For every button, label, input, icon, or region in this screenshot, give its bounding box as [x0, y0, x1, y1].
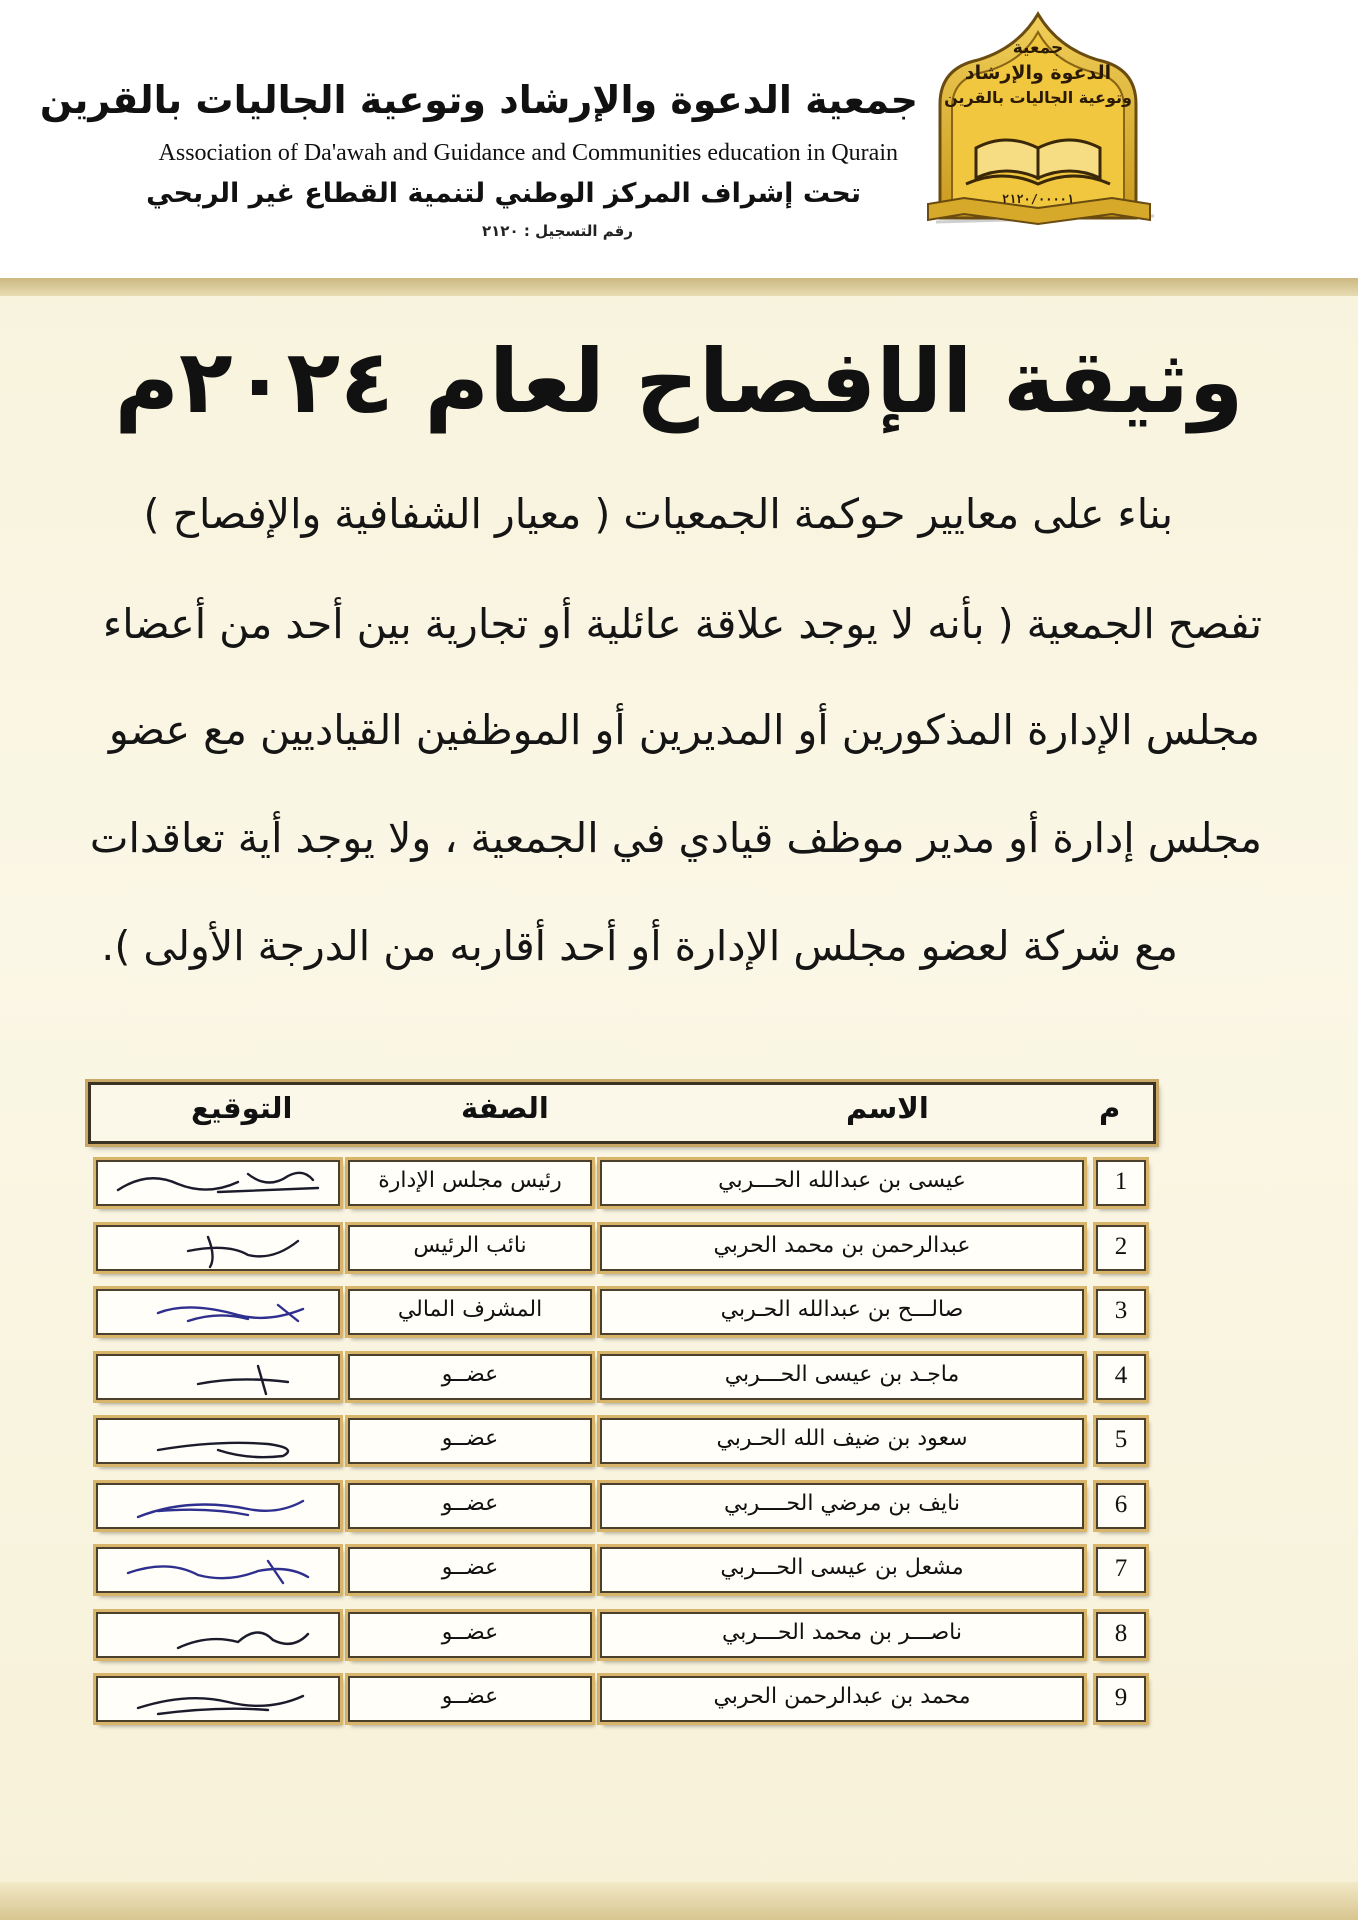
row-number-cell: [1096, 1483, 1146, 1529]
logo-text-line2: الدعوة والإرشاد: [964, 62, 1112, 84]
row-role-cell: [348, 1354, 592, 1400]
row-number: 9: [1114, 1684, 1128, 1711]
row-signature-cell: [96, 1483, 340, 1529]
disclosure-line-2: تفصح الجمعية ( بأنه لا يوجد علاقة عائلية أو تجارية بين أحد من أعضاء: [102, 600, 1262, 648]
header-number: م: [1099, 1091, 1121, 1125]
parchment-top-edge: [0, 278, 1358, 296]
handwritten-signature: [98, 1485, 338, 1527]
row-number-cell: [1096, 1160, 1146, 1206]
member-role: عضــو: [441, 1490, 499, 1516]
row-role-cell: [348, 1676, 592, 1722]
disclosure-line-1: بناء على معايير حوكمة الجمعيات ( معيار الشفافية والإفصاح ): [143, 490, 1173, 538]
row-role-cell: [348, 1160, 592, 1206]
row-signature-cell: [96, 1418, 340, 1464]
row-role-cell: [348, 1547, 592, 1593]
row-number-cell: [1096, 1225, 1146, 1271]
row-number-cell: [1096, 1547, 1146, 1593]
row-name-cell: [600, 1160, 1084, 1206]
row-role-cell: [348, 1289, 592, 1335]
handwritten-signature: [98, 1614, 338, 1656]
member-role: عضــو: [441, 1619, 499, 1645]
member-role: نائب الرئيس: [413, 1232, 527, 1258]
member-role: عضــو: [441, 1426, 499, 1451]
logo-number: ٢١٢٠/٠٠٠٠١: [1001, 192, 1075, 206]
disclosure-line-3: مجلس الإدارة المذكورين أو المديرين أو الموظفين القياديين مع عضو: [108, 706, 1260, 754]
row-number: 4: [1114, 1361, 1128, 1389]
member-role: رئيس مجلس الإدارة: [378, 1168, 562, 1193]
member-role: عضــو: [441, 1361, 499, 1387]
board-members-table: [88, 1082, 1156, 1730]
row-number: 8: [1114, 1619, 1128, 1647]
member-name: عبدالرحمن بن محمد الحربي: [713, 1232, 971, 1258]
member-name: عيسى بن عبدالله الحـــربي: [718, 1168, 966, 1193]
handwritten-signature: [98, 1356, 338, 1398]
member-role: عضــو: [441, 1684, 499, 1709]
row-role-cell: [348, 1418, 592, 1464]
header-signature: التوقيع: [191, 1091, 293, 1125]
header-name: الاسم: [846, 1091, 929, 1125]
handwritten-signature: [98, 1162, 338, 1204]
row-signature-cell: [96, 1160, 340, 1206]
association-logo: [918, 8, 1158, 240]
member-name: سعود بن ضيف الله الحـربي: [716, 1426, 968, 1451]
row-name-cell: [600, 1289, 1084, 1335]
row-number-cell: [1096, 1289, 1146, 1335]
member-role: عضــو: [441, 1555, 499, 1580]
row-name-cell: [600, 1418, 1084, 1464]
row-role-cell: [348, 1225, 592, 1271]
row-signature-cell: [96, 1225, 340, 1271]
member-name: محمد بن عبدالرحمن الحربي: [713, 1684, 971, 1709]
header-role: الصفة: [461, 1091, 549, 1125]
row-number: 7: [1114, 1555, 1128, 1582]
member-role: المشرف المالي: [397, 1297, 543, 1322]
member-name: ناصـــر بن محمد الحـــربي: [721, 1619, 963, 1645]
org-name-arabic: جمعية الدعوة والإرشاد وتوعية الجاليات بالقرين: [39, 78, 918, 122]
row-name-cell: [600, 1483, 1084, 1529]
row-number-cell: [1096, 1418, 1146, 1464]
row-role-cell: [348, 1483, 592, 1529]
parchment-bottom-edge: [0, 1882, 1358, 1920]
open-book-icon: [966, 140, 1110, 184]
member-name: مشعل بن عيسى الحـــربي: [720, 1555, 964, 1580]
row-signature-cell: [96, 1289, 340, 1335]
document-title: وثيقة الإفصاح لعام ٢٠٢٤م: [114, 330, 1244, 433]
row-number: 5: [1114, 1426, 1128, 1453]
row-number-cell: [1096, 1354, 1146, 1400]
member-name: نايف بن مرضي الحــــربي: [724, 1490, 960, 1516]
disclosure-line-4: مجلس إدارة أو مدير موظف قيادي في الجمعية ، ولا يوجد أية تعاقدات: [89, 814, 1262, 862]
disclosure-line-5: مع شركة لعضو مجلس الإدارة أو أحد أقاربه من الدرجة الأولى ).: [101, 922, 1178, 970]
handwritten-signature: [98, 1420, 338, 1462]
logo-text-line3: وتوعية الجاليات بالقرين: [944, 88, 1132, 107]
handwritten-signature: [98, 1549, 338, 1591]
member-name: صالـــح بن عبدالله الحـربي: [720, 1297, 964, 1322]
row-signature-cell: [96, 1676, 340, 1722]
handwritten-signature: [98, 1291, 338, 1333]
row-name-cell: [600, 1225, 1084, 1271]
row-number-cell: [1096, 1612, 1146, 1658]
letterhead: [0, 0, 1358, 280]
row-number: 1: [1114, 1168, 1128, 1195]
handwritten-signature: [98, 1678, 338, 1720]
row-name-cell: [600, 1676, 1084, 1722]
row-number-cell: [1096, 1676, 1146, 1722]
supervision-line: تحت إشراف المركز الوطني لتنمية القطاع غير الربحي: [146, 178, 861, 209]
logo-text-line1: جمعية: [1012, 38, 1064, 58]
row-role-cell: [348, 1612, 592, 1658]
handwritten-signature: [98, 1227, 338, 1269]
table-header: [88, 1082, 1156, 1144]
row-name-cell: [600, 1612, 1084, 1658]
row-name-cell: [600, 1354, 1084, 1400]
row-signature-cell: [96, 1612, 340, 1658]
org-name-english: Association of Da'awah and Guidance and Communities education in Qurain: [158, 140, 898, 166]
row-number: 2: [1114, 1232, 1128, 1260]
row-number: 6: [1114, 1490, 1128, 1518]
row-name-cell: [600, 1547, 1084, 1593]
row-signature-cell: [96, 1354, 340, 1400]
row-number: 3: [1114, 1297, 1128, 1324]
member-name: ماجـد بن عيسى الحـــربي: [724, 1361, 960, 1387]
row-signature-cell: [96, 1547, 340, 1593]
registration-number: رقم التسجيل : ٢١٢٠: [482, 222, 633, 240]
